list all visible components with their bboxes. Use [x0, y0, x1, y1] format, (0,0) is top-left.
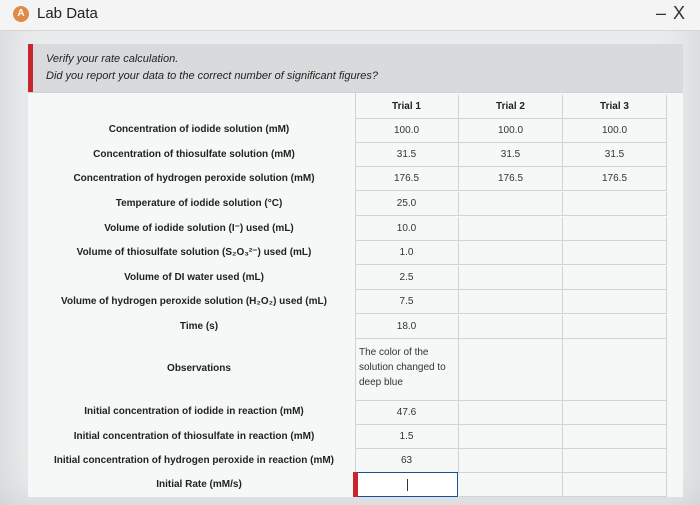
- cell-initial-peroxide-t2[interactable]: [459, 449, 563, 473]
- row-label-thiosulfate-conc: Concentration of thiosulfate solution (mM): [93, 149, 295, 160]
- cell-observations-t2[interactable]: [459, 339, 563, 401]
- cell-initial-peroxide-t3[interactable]: [563, 449, 667, 473]
- cell-iodide-conc-t1[interactable]: 100.0: [355, 119, 459, 143]
- cell-initial-iodide-t3[interactable]: [563, 401, 667, 425]
- row-label-temperature: Temperature of iodide solution (°C): [115, 198, 283, 209]
- cell-initial-iodide-t2[interactable]: [459, 401, 563, 425]
- cell-time-t3[interactable]: [563, 315, 667, 339]
- input-error-flag: [353, 472, 358, 497]
- app-icon: A: [13, 6, 29, 22]
- cell-temperature-t3[interactable]: [563, 192, 667, 216]
- cell-iodide-conc-t2[interactable]: 100.0: [459, 119, 563, 143]
- cell-iodide-volume-t1[interactable]: 10.0: [355, 217, 459, 241]
- row-label-peroxide-conc: Concentration of hydrogen peroxide solution (mM): [73, 173, 315, 184]
- cell-peroxide-conc-t1[interactable]: 176.5: [355, 167, 459, 191]
- row-label-initial-thiosulfate: Initial concentration of thiosulfate in reaction (mM): [73, 431, 315, 442]
- cell-temperature-t1[interactable]: 25.0: [355, 192, 459, 216]
- cell-water-volume-t2[interactable]: [459, 266, 563, 290]
- cell-thiosulfate-volume-t1[interactable]: 1.0: [355, 241, 459, 265]
- cell-initial-thiosulfate-t3[interactable]: [563, 425, 667, 449]
- cell-observations-t3[interactable]: [563, 339, 667, 401]
- row-label-initial-rate: Initial Rate (mM/s): [156, 479, 242, 490]
- cell-time-t2[interactable]: [459, 315, 563, 339]
- cell-thiosulfate-conc-t1[interactable]: 31.5: [355, 143, 459, 167]
- window-controls[interactable]: – X: [655, 3, 686, 23]
- lab-data-table: [28, 92, 683, 497]
- header-trial-3: Trial 3: [563, 95, 667, 119]
- cell-initial-iodide-t1[interactable]: 47.6: [355, 401, 459, 425]
- cell-water-volume-t3[interactable]: [563, 266, 667, 290]
- cell-peroxide-volume-t3[interactable]: [563, 290, 667, 314]
- cell-peroxide-volume-t2[interactable]: [459, 290, 563, 314]
- banner-accent: [28, 44, 33, 92]
- banner-line-2: Did you report your data to the correct number of significant figures?: [46, 70, 379, 82]
- row-label-peroxide-volume: Volume of hydrogen peroxide solution (H₂O₂) used (mL): [61, 296, 327, 307]
- cell-thiosulfate-conc-t3[interactable]: 31.5: [563, 143, 667, 167]
- row-label-initial-iodide: Initial concentration of iodide in reaction (mM): [84, 406, 304, 417]
- cell-iodide-volume-t3[interactable]: [563, 217, 667, 241]
- cell-peroxide-conc-t2[interactable]: 176.5: [459, 167, 563, 191]
- header-trial-1: Trial 1: [355, 95, 459, 119]
- cell-time-t1[interactable]: 18.0: [355, 315, 459, 339]
- row-label-initial-peroxide: Initial concentration of hydrogen peroxide in reaction (mM): [53, 455, 335, 466]
- cell-initial-rate-t2[interactable]: [459, 473, 563, 497]
- row-label-iodide-volume: Volume of iodide solution (I⁻) used (mL): [104, 223, 294, 234]
- cell-observations-t1[interactable]: The color of the solution changed to deep blue: [355, 339, 459, 401]
- window-title: Lab Data: [37, 5, 98, 22]
- cell-iodide-volume-t2[interactable]: [459, 217, 563, 241]
- row-label-observations: Observations: [167, 363, 231, 374]
- cell-initial-peroxide-t1[interactable]: 63: [355, 449, 459, 473]
- banner-line-1: Verify your rate calculation.: [46, 53, 179, 65]
- text-cursor: [407, 479, 408, 491]
- cell-peroxide-volume-t1[interactable]: 7.5: [355, 290, 459, 314]
- cell-initial-rate-t3[interactable]: [563, 473, 667, 497]
- validation-banner: [28, 44, 683, 92]
- cell-thiosulfate-volume-t2[interactable]: [459, 241, 563, 265]
- row-label-iodide-conc: Concentration of iodide solution (mM): [108, 124, 290, 135]
- title-bar: [0, 0, 700, 31]
- cell-thiosulfate-conc-t2[interactable]: 31.5: [459, 143, 563, 167]
- row-label-thiosulfate-volume: Volume of thiosulfate solution (S₂O₃²⁻) used (mL): [76, 247, 312, 258]
- cell-water-volume-t1[interactable]: 2.5: [355, 266, 459, 290]
- initial-rate-input-t1[interactable]: [354, 472, 458, 497]
- cell-temperature-t2[interactable]: [459, 192, 563, 216]
- cell-peroxide-conc-t3[interactable]: 176.5: [563, 167, 667, 191]
- row-label-water-volume: Volume of DI water used (mL): [124, 272, 264, 283]
- cell-initial-thiosulfate-t2[interactable]: [459, 425, 563, 449]
- cell-initial-thiosulfate-t1[interactable]: 1.5: [355, 425, 459, 449]
- row-label-time: Time (s): [179, 321, 219, 332]
- cell-iodide-conc-t3[interactable]: 100.0: [563, 119, 667, 143]
- cell-thiosulfate-volume-t3[interactable]: [563, 241, 667, 265]
- header-trial-2: Trial 2: [459, 95, 563, 119]
